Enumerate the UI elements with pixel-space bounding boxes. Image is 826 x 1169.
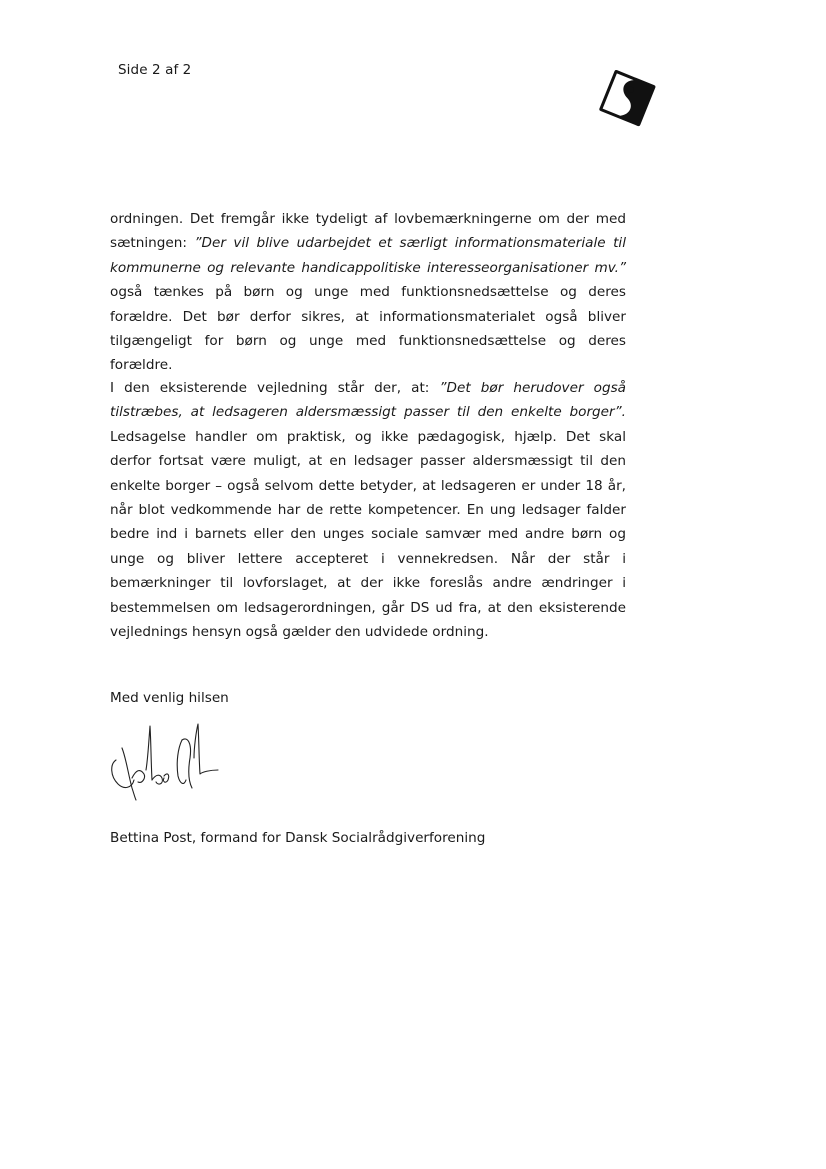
paragraph-text: I den eksisterende vejledning står der, at: [110, 380, 440, 396]
quoted-text: ”Det bør herudover også tilstræbes, at ledsageren aldersmæssigt passer til den enkelte borger”. [110, 380, 627, 421]
handwritten-signature-icon [102, 718, 222, 803]
paragraph-guidance [110, 376, 626, 644]
signoff-name: Bettina Post, formand for Dansk Socialrådgiverforening [110, 830, 486, 846]
organization-logo-icon [596, 70, 658, 128]
paragraph-text: Ledsagelse handler om praktisk, og ikke pædagogisk, hjælp. Det skal derfor fortsat være muligt, at en ledsager passer aldersmæssigt til den enkelte borger – også selvom dette betyder, at ledsageren er under 18 år, når blot vedkommende har de rette kompetencer. En ung ledsager falder bedre ind i barnets eller den unges sociale samvær med andre børn og unge og bliver lettere accepteret i vennekredsen. Når der står i bemærkninger til lovforslaget, at der ikke foreslås andre ændringer i bestemmelsen om ledsagerordningen, går DS ud fra, at den eksisterende vejlednings hensyn også gælder den udvidede ordning. [110, 428, 626, 641]
closing-greeting: Med venlig hilsen [110, 690, 229, 706]
paragraph-text: også tænkes på børn og unge med funktionsnedsættelse og deres forældre. Det bør derfor sikres, at informationsmaterialet også bliver tilgængeligt for børn og unge med funktionsnedsættelse og deres forældre. [110, 284, 626, 374]
paragraph-information-material [110, 207, 626, 378]
quoted-text: ”Der vil blive udarbejdet et særligt informationsmateriale til kommunerne og relevante handicappolitiske interesseorganisationer mv.” [110, 235, 626, 276]
paragraph-text: ordningen. Det fremgår ikke tydeligt af lovbemærkningerne om der med sætningen: [110, 211, 626, 252]
page-number-label: Side 2 af 2 [118, 62, 192, 78]
